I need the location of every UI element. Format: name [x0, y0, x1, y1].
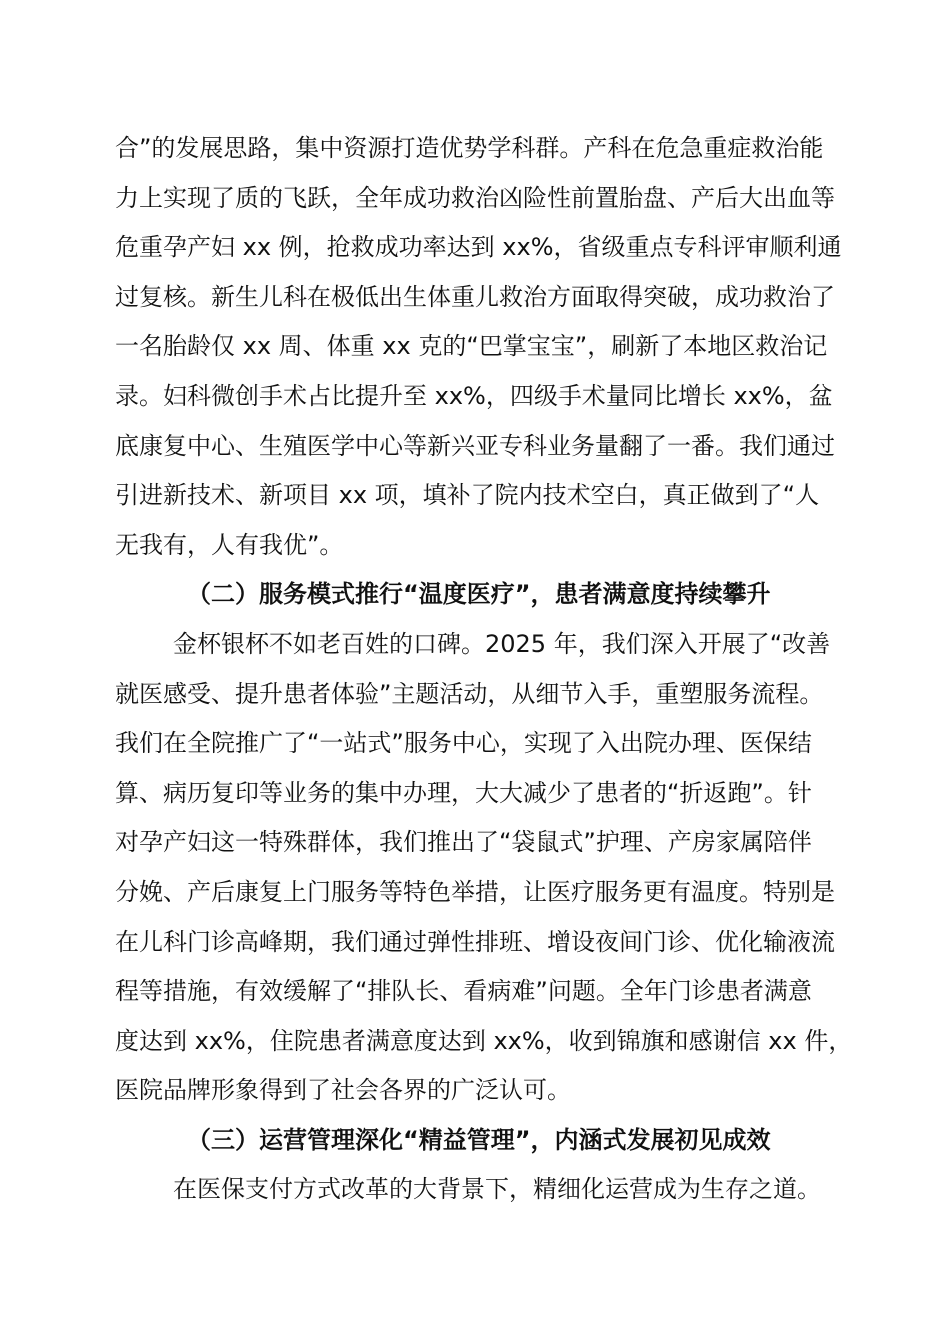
text-line: 分娩、产后康复上门服务等特色举措，让医疗服务更有温度。特别是	[115, 877, 835, 906]
text-line: 我们在全院推广了“一站式”服务中心，实现了入出院办理、医保结	[115, 729, 812, 758]
document-page	[115, 124, 853, 1215]
paragraph-1	[115, 124, 842, 570]
text-line: 对孕产妇这一特殊群体，我们推出了“袋鼠式”护理、产房家属陪伴	[115, 828, 812, 857]
text-line: 过复核。新生儿科在极低出生体重儿救治方面取得突破，成功救治了	[115, 282, 835, 311]
text-line: 度达到 xx%，住院患者满意度达到 xx%，收到锦旗和感谢信 xx 件，	[115, 1026, 853, 1055]
section-heading-2: （二）服务模式推行“温度医疗”，患者满意度持续攀升	[187, 580, 771, 609]
text-line: 金杯银杯不如老百姓的口碑。2025 年，我们深入开展了“改善	[173, 629, 831, 658]
paragraph-3	[115, 1165, 835, 1215]
text-line: 引进新技术、新项目 xx 项，填补了院内技术空白，真正做到了“人	[115, 481, 820, 510]
text-line: 程等措施，有效缓解了“排队长、看病难”问题。全年门诊患者满意	[115, 977, 812, 1006]
text-line: 一名胎龄仅 xx 周、体重 xx 克的“巴掌宝宝”，刷新了本地区救治记	[115, 332, 828, 361]
paragraph-2	[115, 620, 853, 1116]
text-line: 合”的发展思路，集中资源打造优势学科群。产科在危急重症救治能	[115, 134, 824, 162]
section-heading-3: （三）运营管理深化“精益管理”，内涵式发展初见成效	[187, 1125, 771, 1154]
text-line: 力上实现了质的飞跃，全年成功救治凶险性前置胎盘、产后大出血等	[115, 183, 835, 212]
text-line: 无我有，人有我优”。	[115, 530, 344, 559]
text-line: 录。妇科微创手术占比提升至 xx%，四级手术量同比增长 xx%，盆	[115, 381, 833, 410]
text-line: 底康复中心、生殖医学中心等新兴亚专科业务量翻了一番。我们通过	[115, 431, 835, 460]
text-line: 算、病历复印等业务的集中办理，大大减少了患者的“折返跑”。针	[115, 778, 812, 807]
text-line: 就医感受、提升患者体验”主题活动，从细节入手，重塑服务流程。	[115, 679, 824, 708]
text-line: 医院品牌形象得到了社会各界的广泛认可。	[115, 1076, 571, 1105]
text-line: 在医保支付方式改革的大背景下，精细化运营成为生存之道。	[173, 1175, 821, 1204]
text-line: 危重孕产妇 xx 例，抢救成功率达到 xx%，省级重点专科评审顺利通	[115, 233, 842, 262]
text-line: 在儿科门诊高峰期，我们通过弹性排班、增设夜间门诊、优化输液流	[115, 927, 835, 956]
